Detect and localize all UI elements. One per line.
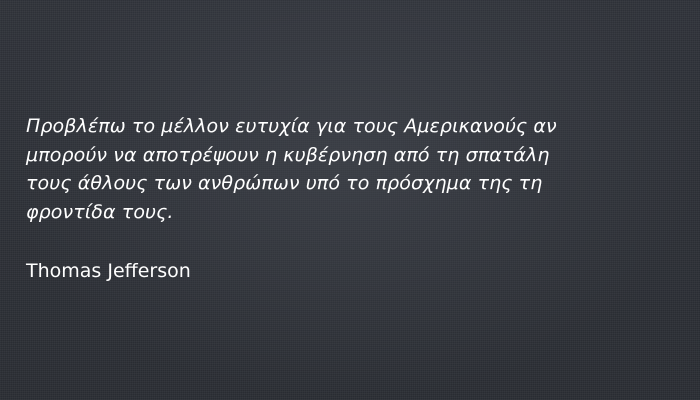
- quote-line: τους άθλους των ανθρώπων υπό το πρόσχημα της τη: [26, 172, 543, 194]
- quote-text: [26, 112, 666, 226]
- quote-line: μπορούν να αποτρέψουν η κυβέρνηση από τη σπατάλη: [26, 143, 550, 166]
- quote-line: Προβλέπω το μέλλον ευτυχία για τους Αμερικανούς αν: [26, 115, 557, 137]
- quote-line: φροντίδα τους.: [26, 200, 174, 223]
- quote-author: Thomas Jefferson: [26, 260, 191, 282]
